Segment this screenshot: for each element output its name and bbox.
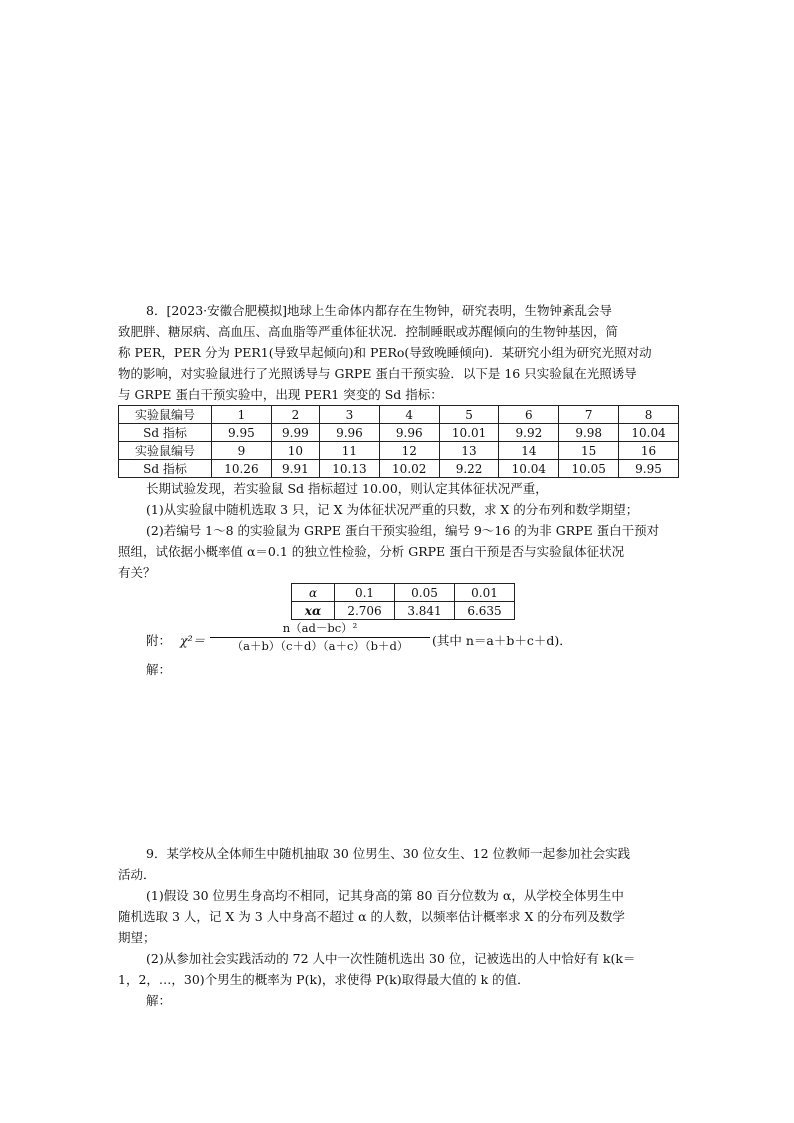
q8-intro-line-2: 致肥胖、糖尿病、高血压、高血脂等严重体征状况．控制睡眠或苏醒倾向的生物钟基因，简	[118, 324, 619, 339]
q8-intro-line-1: 8．[2023·安徽合肥模拟]地球上生命体内都存在生物钟，研究表明，生物钟紊乱会导	[146, 303, 612, 318]
table-cell: 10.04	[619, 424, 679, 442]
table-row	[119, 424, 679, 442]
x-alpha-label: xα	[292, 602, 335, 620]
table-cell: 13	[439, 442, 499, 460]
table-row	[119, 442, 679, 460]
table-cell: 6	[499, 406, 559, 424]
table-cell: 2	[271, 406, 319, 424]
table-cell: 1	[212, 406, 272, 424]
table-cell: 10	[271, 442, 319, 460]
alpha-label: α	[292, 584, 335, 602]
table-cell: 9.96	[320, 424, 380, 442]
q8-part-2-line-3: 有关？	[118, 565, 156, 580]
table-cell: 10.05	[559, 460, 619, 478]
table-cell: 9.99	[271, 424, 319, 442]
table-cell: 8	[619, 406, 679, 424]
q9-part-1-line-3: 期望；	[118, 930, 156, 945]
table-cell: 5	[439, 406, 499, 424]
q8-answer-label: 解：	[146, 662, 172, 677]
q8-intro-line-5: 与 GRPE 蛋白干预实验中，出现 PER1 突变的 Sd 指标：	[118, 387, 443, 402]
table-cell: 9.95	[212, 424, 272, 442]
table-row	[292, 584, 515, 602]
table-cell: 2.706	[335, 602, 395, 620]
table-cell: 16	[619, 442, 679, 460]
sd-index-table	[118, 405, 679, 478]
critical-value-table	[291, 583, 515, 620]
q9-answer-label: 解：	[146, 993, 172, 1008]
table-cell: 10.01	[439, 424, 499, 442]
q8-intro-line-4: 物的影响，对实验鼠进行了光照诱导与 GRPE 蛋白干预实验．以下是 16 只实验鼠在光照诱导	[118, 366, 637, 381]
table-cell: 9	[212, 442, 272, 460]
table-cell: 0.01	[455, 584, 515, 602]
table-cell: 11	[320, 442, 380, 460]
table-cell: 10.26	[212, 460, 272, 478]
q9-part-2-line-2: 1，2，…，30)个男生的概率为 P(k)，求使得 P(k)取得最大值的 k 的值．	[118, 972, 530, 987]
table-cell: 12	[379, 442, 439, 460]
chi-square-formula	[118, 621, 678, 659]
table-row	[119, 460, 679, 478]
table-cell: 6.635	[455, 602, 515, 620]
table-cell: 10.04	[499, 460, 559, 478]
table-cell: 9.22	[439, 460, 499, 478]
formula-denominator: （a＋b）（c＋d）（a＋c）（b＋d）	[231, 639, 409, 653]
row-header-mouse-id: 实验鼠编号	[119, 442, 212, 460]
table-cell: 10.13	[320, 460, 380, 478]
row-header-mouse-id: 实验鼠编号	[119, 406, 212, 424]
table-cell: 7	[559, 406, 619, 424]
table-row	[119, 406, 679, 424]
formula-numerator: n（ad－bc）²	[210, 621, 430, 638]
table-cell: 10.02	[379, 460, 439, 478]
table-cell: 9.95	[619, 460, 679, 478]
table-cell: 0.05	[395, 584, 455, 602]
table-cell: 9.96	[379, 424, 439, 442]
q9-intro-line-2: 活动．	[118, 867, 156, 882]
table-cell: 3	[320, 406, 380, 424]
table-cell: 9.91	[271, 460, 319, 478]
table-cell: 14	[499, 442, 559, 460]
q8-intro-line-3: 称 PER，PER 分为 PER1(导致早起倾向)和 PERo(导致晚睡倾向)．某研究小组为研究光照对动	[118, 345, 652, 360]
row-header-sd: Sd 指标	[119, 460, 212, 478]
table-cell: 4	[379, 406, 439, 424]
q8-part-2-line-2: 照组，试依据小概率值 α＝0.1 的独立性检验，分析 GRPE 蛋白干预是否与实验鼠体征状况	[118, 544, 625, 559]
formula-note: (其中 n＝a＋b＋c＋d)．	[432, 633, 572, 648]
q9-part-2-line-1: (2)从参加社会实践活动的 72 人中一次性随机选出 30 位，记被选出的人中恰好有 k(k＝	[146, 951, 636, 966]
q9-part-1-line-2: 随机选取 3 人，记 X 为 3 人中身高不超过 α 的人数，以频率估计概率求 X 的分布列及数学	[118, 909, 625, 924]
table-cell: 0.1	[335, 584, 395, 602]
row-header-sd: Sd 指标	[119, 424, 212, 442]
formula-lhs: χ²＝	[180, 633, 206, 648]
formula-lead: 附：	[146, 633, 172, 648]
question-8	[118, 300, 678, 680]
table-row	[292, 602, 515, 620]
q9-intro-line-1: 9．某学校从全体师生中随机抽取 30 位男生、30 位女生、12 位教师一起参加社会实践	[146, 846, 631, 861]
question-9	[118, 843, 678, 1011]
table-cell: 3.841	[395, 602, 455, 620]
q9-part-1-line-1: (1)假设 30 位男生身高均不相同，记其身高的第 80 百分位数为 α，从学校全体男生中	[146, 888, 624, 903]
table-cell: 15	[559, 442, 619, 460]
table-cell: 9.98	[559, 424, 619, 442]
q8-part-2-line-1: (2)若编号 1～8 的实验鼠为 GRPE 蛋白干预实验组，编号 9～16 的为非 GRPE 蛋白干预对	[146, 523, 660, 538]
table-cell: 9.92	[499, 424, 559, 442]
formula-fraction	[210, 621, 430, 655]
q8-part-1: (1)从实验鼠中随机选取 3 只，记 X 为体征状况严重的只数，求 X 的分布列和数学期望；	[146, 502, 639, 517]
q8-finding: 长期试验发现，若实验鼠 Sd 指标超过 10.00，则认定其体征状况严重，	[146, 481, 548, 496]
